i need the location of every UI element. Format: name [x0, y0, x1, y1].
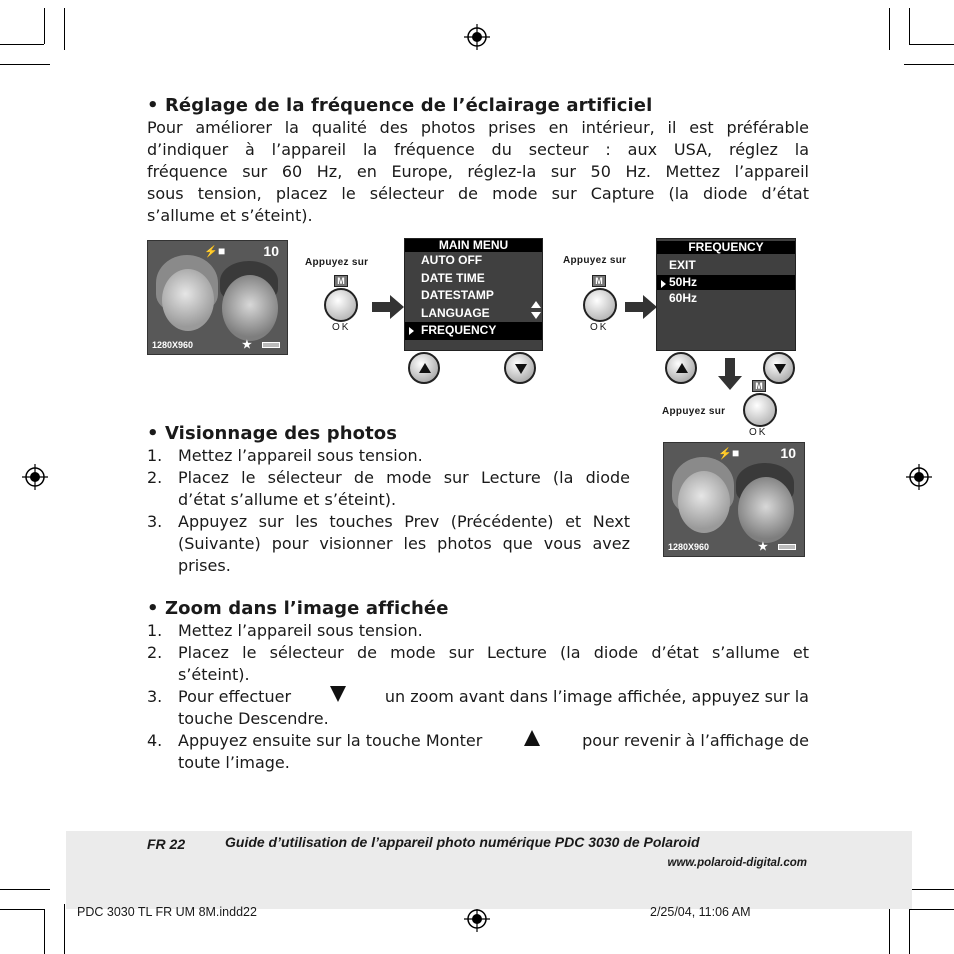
ok-button[interactable]	[324, 288, 358, 322]
menu-title: MAIN MENU	[405, 239, 542, 252]
photo-face	[222, 275, 278, 341]
photo-count: 10	[780, 445, 796, 461]
registration-mark-icon	[906, 464, 932, 490]
menu-item[interactable]: DATE TIME	[421, 270, 485, 285]
crop-mark	[0, 889, 50, 890]
press-label: Appuyez sur	[563, 255, 627, 266]
menu-item-selected[interactable]: FREQUENCY	[405, 322, 542, 340]
list-text: d’état s’allume et s’éteint).	[178, 490, 397, 509]
photo-face	[678, 471, 730, 533]
battery-icon	[262, 342, 280, 348]
crop-mark	[0, 64, 50, 65]
list-item	[147, 467, 630, 511]
crop-mark	[909, 909, 910, 954]
list-text: prises.	[178, 556, 231, 575]
list-item	[147, 730, 809, 774]
list-number: 2.	[147, 643, 163, 662]
list-number: 4.	[147, 731, 163, 750]
ok-button[interactable]	[743, 393, 777, 427]
menu-item[interactable]: LANGUAGE	[421, 305, 490, 320]
footer-url[interactable]: www.polaroid-digital.com	[667, 857, 807, 869]
list-number: 1.	[147, 446, 163, 465]
crop-mark	[909, 909, 954, 910]
photo-resolution: 1280X960	[152, 340, 194, 350]
flash-icon: ⚡	[718, 448, 732, 460]
m-key-icon: M	[592, 275, 606, 287]
list-text: pour revenir à l’affichage de	[582, 731, 809, 750]
m-key-icon: M	[334, 275, 348, 287]
up-triangle-icon	[524, 730, 540, 746]
crop-mark	[904, 64, 954, 65]
crop-mark	[909, 44, 954, 45]
list-text: Mettez l’appareil sous tension.	[178, 446, 423, 465]
list-item	[147, 686, 809, 730]
list-line	[178, 686, 809, 708]
camera-preview-photo	[663, 442, 805, 557]
photo-resolution: 1280X960	[668, 542, 710, 552]
list-number: 3.	[147, 687, 163, 706]
ok-button[interactable]	[583, 288, 617, 322]
list-text: Mettez l’appareil sous tension.	[178, 621, 423, 640]
list-text: toute l’image.	[178, 753, 290, 772]
down-triangle-icon	[330, 686, 346, 702]
list-item	[147, 511, 630, 577]
list-text: Pour effectuer	[178, 687, 292, 706]
scroll-arrows-icon	[531, 301, 541, 319]
list-text: Placez le sélecteur de mode sur Lecture (la diode d’état s’allume et	[178, 643, 809, 662]
battery-icon	[778, 544, 796, 550]
m-key-icon: M	[752, 380, 766, 392]
ok-label: OK	[590, 322, 609, 333]
section-heading: • Réglage de la fréquence de l’éclairage artificiel	[147, 95, 653, 116]
ok-label: OK	[749, 427, 768, 438]
paragraph-line: fréquence sur 60 Hz, en Europe, réglez-la sur 50 Hz. Mettez l’appareil	[147, 162, 809, 181]
slug-filename: PDC 3030 TL FR UM 8M.indd22	[77, 905, 257, 919]
flash-icon: ⚡	[204, 246, 218, 258]
registration-mark-icon	[22, 464, 48, 490]
crop-mark	[64, 8, 65, 50]
list-text: (Suivante) pour visionner les photos que vous avez	[178, 534, 630, 553]
photo-count: 10	[263, 243, 279, 259]
down-button[interactable]	[763, 352, 795, 384]
footer-title: Guide d’utilisation de l’appareil photo numérique PDC 3030 de Polaroid	[225, 834, 700, 850]
menu-item[interactable]: DATESTAMP	[421, 288, 494, 302]
list-number: 3.	[147, 512, 163, 531]
menu-item[interactable]: 60Hz	[669, 290, 698, 305]
up-triangle-icon	[676, 363, 688, 373]
up-button[interactable]	[408, 352, 440, 384]
registration-mark-icon	[464, 24, 490, 50]
down-arrow-icon	[718, 358, 742, 390]
menu-title: FREQUENCY	[657, 241, 795, 254]
crop-mark	[889, 904, 890, 954]
press-label: Appuyez sur	[662, 406, 726, 417]
photo-face	[162, 269, 214, 331]
star-icon: ★	[242, 339, 252, 351]
right-arrow-icon	[625, 295, 657, 319]
down-button[interactable]	[504, 352, 536, 384]
list-number: 1.	[147, 621, 163, 640]
menu-item-selected[interactable]: 50Hz	[657, 275, 795, 290]
crop-mark	[909, 8, 910, 44]
crop-mark	[44, 909, 45, 954]
section-paragraph	[147, 117, 809, 227]
slug-date: 2/25/04, 11:06 AM	[650, 905, 751, 919]
numbered-list	[147, 445, 630, 577]
right-arrow-icon	[372, 295, 404, 319]
paragraph-line: d’indiquer à l’appareil la fréquence du secteur : aux USA, réglez la	[147, 140, 809, 159]
list-text: Placez le sélecteur de mode sur Lecture (la diode	[178, 468, 630, 487]
camera-preview-photo	[147, 240, 288, 355]
paragraph-line: sous tension, placez le sélecteur de mode sur Capture (la diode d’état	[147, 184, 809, 203]
frequency-menu-screen	[656, 238, 796, 351]
up-triangle-icon	[419, 363, 431, 373]
list-text: s’éteint).	[178, 665, 250, 684]
crop-mark	[64, 904, 65, 954]
list-text: Appuyez ensuite sur la touche Monter	[178, 731, 483, 750]
crop-mark	[889, 8, 890, 50]
crop-mark	[0, 44, 44, 45]
down-triangle-icon	[515, 364, 527, 374]
list-item	[147, 620, 809, 642]
press-label: Appuyez sur	[305, 257, 369, 268]
page-number: FR 22	[147, 836, 186, 852]
crop-mark	[0, 909, 44, 910]
main-menu-screen	[404, 238, 543, 351]
crop-mark	[44, 8, 45, 44]
section-heading: • Zoom dans l’image affichée	[147, 598, 449, 619]
list-item	[147, 642, 809, 686]
menu-item[interactable]: EXIT	[669, 258, 696, 272]
list-item	[147, 445, 630, 467]
photo-face	[738, 477, 794, 543]
star-icon: ★	[758, 541, 768, 553]
ok-label: OK	[332, 322, 351, 333]
list-number: 2.	[147, 468, 163, 487]
list-text: Appuyez sur les touches Prev (Précédente) et Next	[178, 512, 630, 531]
camera-icon: ■	[218, 244, 226, 258]
list-line	[178, 730, 809, 752]
paragraph-line: Pour améliorer la qualité des photos prises en intérieur, il est préférable	[147, 118, 809, 137]
camera-icon: ■	[732, 446, 740, 460]
list-text: touche Descendre.	[178, 709, 329, 728]
list-text: un zoom avant dans l’image affichée, appuyez sur la	[384, 687, 809, 706]
up-button[interactable]	[665, 352, 697, 384]
paragraph-line: s’allume et s’éteint).	[147, 206, 313, 225]
section-heading: • Visionnage des photos	[147, 423, 398, 444]
registration-mark-icon	[464, 906, 490, 932]
down-triangle-icon	[774, 364, 786, 374]
menu-item[interactable]: AUTO OFF	[421, 253, 483, 267]
numbered-list	[147, 620, 809, 774]
